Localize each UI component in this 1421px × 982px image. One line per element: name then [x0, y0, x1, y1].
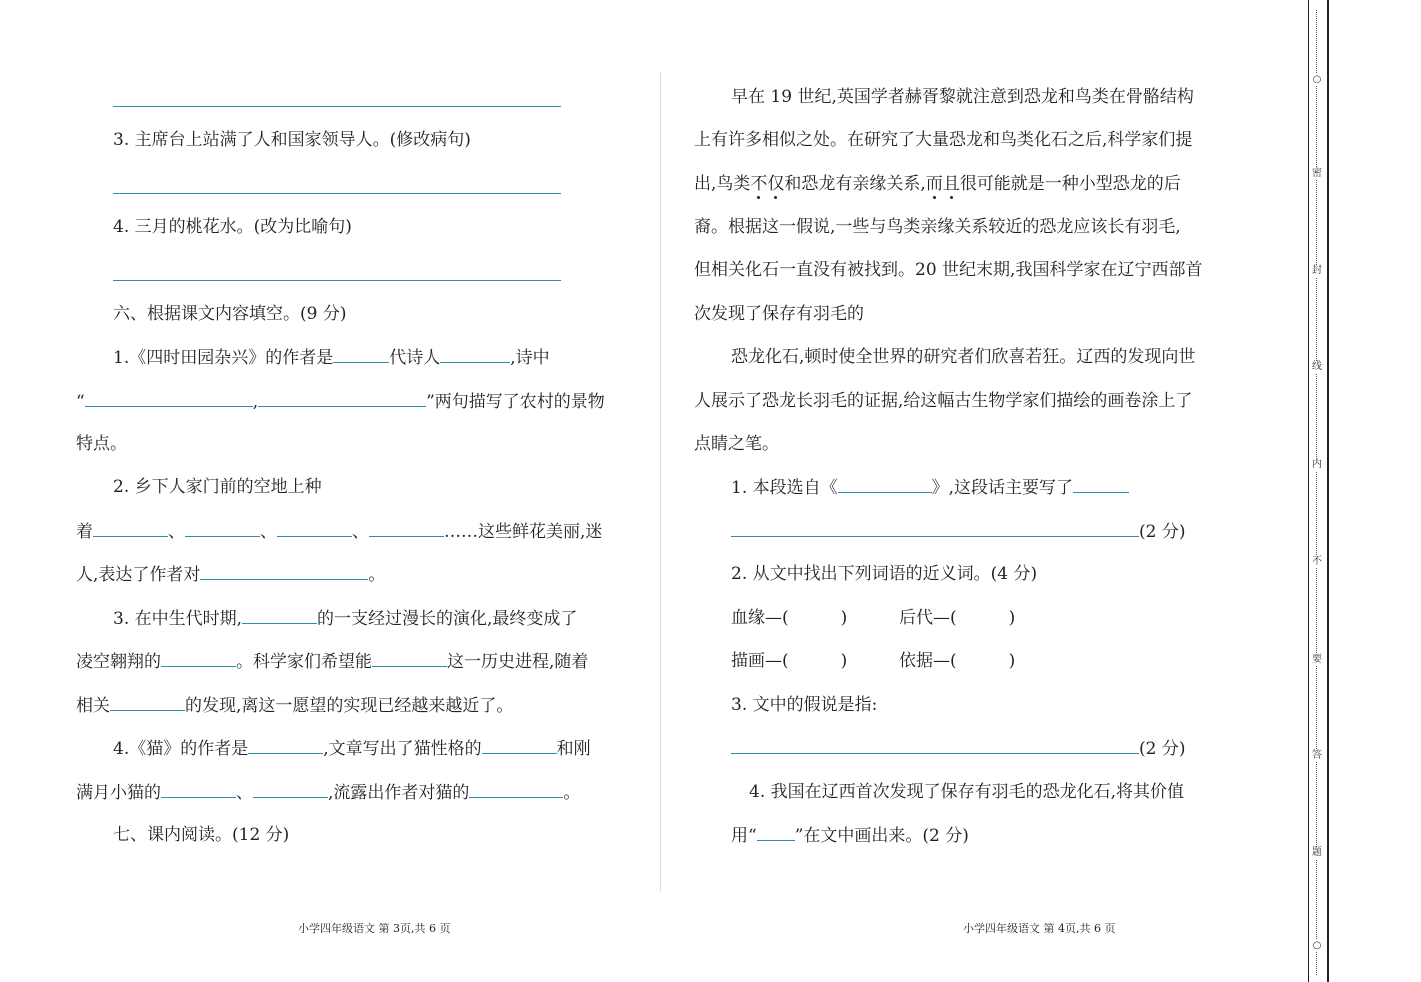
- text: 。科学家们希望能: [236, 652, 372, 672]
- binding-line: [1308, 0, 1309, 982]
- blank: [200, 562, 368, 580]
- text: 用“: [731, 826, 757, 846]
- question-4: 4. 三月的桃花水。(改为比喻句): [113, 217, 352, 237]
- section-7-heading: 七、课内阅读。(12 分): [113, 825, 290, 845]
- text: 的发现,离这一愿望的实现已经越来越近了。: [185, 696, 514, 716]
- answer-line: [113, 280, 561, 281]
- text: 凌空翱翔的: [76, 652, 161, 672]
- fill-4-line-2: [76, 780, 580, 805]
- column-divider: [660, 72, 661, 892]
- text: 4.《猫》的作者是: [113, 739, 249, 759]
- text: “: [76, 392, 85, 412]
- passage-line-3: [694, 172, 1181, 196]
- blank: [161, 780, 236, 798]
- text: ,文章写出了猫性格的: [323, 739, 482, 759]
- passage-line-5: 但相关化石一直没有被找到。20 世纪末期,我国科学家在辽宁西部首: [694, 260, 1203, 280]
- reading-q2: 2. 从文中找出下列词语的近义词。(4 分): [731, 564, 1038, 584]
- text: 相关: [76, 696, 110, 716]
- blank: [85, 389, 253, 407]
- reading-q4-line-1: 4. 我国在辽西首次发现了保存有羽毛的恐龙化石,将其价值: [749, 782, 1185, 802]
- text: ,: [252, 392, 259, 412]
- page-footer-left: 小学四年级语文 第 3页,共 6 页: [298, 922, 451, 935]
- fill-2-line-2: [76, 519, 602, 544]
- blank: [372, 649, 447, 667]
- fill-2-line-1: 2. 乡下人家门前的空地上种: [113, 477, 322, 497]
- text: 很可能就是一种小型恐龙的后: [959, 174, 1181, 194]
- text: 的一支经过漫长的演化,最终变成了: [317, 609, 578, 629]
- synonym-1: [731, 606, 847, 630]
- passage-line-6: 次发现了保存有羽毛的: [694, 304, 864, 324]
- reading-q1-line-1: [731, 475, 1129, 500]
- binding-strip: [1306, 0, 1421, 982]
- passage-line-8: 人展示了恐龙长羽毛的证据,给这幅古生物学家们描绘的画卷涂上了: [694, 391, 1193, 411]
- binding-mark: 要: [1312, 654, 1322, 665]
- fill-1-line-3: 特点。: [76, 434, 127, 454]
- text: 。: [368, 565, 386, 585]
- blank: [469, 780, 563, 798]
- reading-q4-line-2: [731, 823, 969, 848]
- text: 和恐龙有亲缘关系,: [784, 174, 926, 194]
- fill-4-line-1: [113, 736, 591, 761]
- binding-mark: 线: [1312, 361, 1322, 372]
- text: ): [840, 651, 848, 671]
- text: 血缘—(: [731, 608, 789, 628]
- passage-line-7: 恐龙化石,顿时使全世界的研究者们欣喜若狂。辽西的发现向世: [731, 347, 1196, 367]
- text: ”两句描写了农村的景物: [426, 392, 605, 412]
- text: 着: [76, 522, 93, 542]
- text: ,流露出作者对猫的: [328, 783, 470, 803]
- score: (2 分): [1139, 522, 1186, 542]
- text: 、: [236, 783, 253, 803]
- binding-mark: 封: [1312, 265, 1322, 276]
- fill-3-line-1: [113, 606, 577, 631]
- fill-1-line-1: [113, 345, 550, 370]
- binding-mark: 密: [1312, 168, 1322, 179]
- fill-3-line-3: [76, 693, 513, 718]
- text: ): [840, 608, 848, 628]
- blank: [369, 519, 444, 537]
- fill-1-line-2: [76, 389, 605, 414]
- page-footer-right: 小学四年级语文 第 4页,共 6 页: [963, 922, 1116, 935]
- passage-line-4: 裔。根据这一假说,一些与鸟类亲缘关系较近的恐龙应该长有羽毛,: [694, 217, 1181, 237]
- passage-line-9: 点睛之笔。: [694, 434, 779, 454]
- binding-mark: ○: [1312, 940, 1322, 951]
- section-6-heading: 六、根据课文内容填空。(9 分): [113, 304, 347, 324]
- synonym-2: [899, 606, 1015, 630]
- question-3: 3. 主席台上站满了人和国家领导人。(修改病句): [113, 130, 471, 150]
- text: ): [1008, 608, 1016, 628]
- blank: [1073, 475, 1129, 493]
- synonym-4: [899, 649, 1015, 673]
- blank: [838, 475, 932, 493]
- reading-q3-answer: [731, 736, 1185, 761]
- blank: [248, 736, 323, 754]
- blank: [242, 606, 317, 624]
- binding-mark: 答: [1312, 750, 1322, 761]
- blank: [161, 649, 236, 667]
- text: 、: [168, 522, 185, 542]
- blank: [333, 345, 389, 363]
- blank: [110, 693, 185, 711]
- text: 描画—(: [731, 651, 789, 671]
- blank: [757, 823, 795, 841]
- text: 后代—(: [899, 608, 957, 628]
- text: 代诗人: [389, 348, 441, 368]
- text: 和刚: [556, 739, 591, 759]
- reading-q3: 3. 文中的假说是指:: [731, 695, 878, 715]
- text: 依据—(: [899, 651, 957, 671]
- text: 满月小猫的: [76, 783, 161, 803]
- text: ): [1008, 651, 1016, 671]
- text: ”在文中画出来。(2 分): [794, 826, 969, 846]
- binding-mark: ○: [1312, 74, 1322, 85]
- text: 1. 本段选自《: [731, 478, 838, 498]
- binding-mark: 不: [1312, 556, 1322, 567]
- text: 、: [260, 522, 277, 542]
- text: 这一历史进程,随着: [447, 652, 589, 672]
- blank: [440, 345, 510, 363]
- text: ,诗中: [510, 348, 550, 368]
- text: 、: [352, 522, 369, 542]
- blank: [731, 736, 1139, 754]
- text: ……这些鲜花美丽,迷: [444, 522, 603, 542]
- answer-line: [113, 193, 561, 194]
- text: 。: [563, 783, 581, 803]
- fill-2-line-3: [76, 562, 385, 587]
- emphasis-char: 而: [925, 174, 943, 194]
- blank: [482, 736, 557, 754]
- binding-mark: 内: [1312, 459, 1322, 470]
- blank: [277, 519, 352, 537]
- binding-line-thick: [1327, 0, 1329, 982]
- text: 人,表达了作者对: [76, 565, 201, 585]
- passage-line-1: 早在 19 世纪,英国学者赫胥黎就注意到恐龙和鸟类在骨骼结构: [731, 87, 1194, 107]
- emphasis-char: 且: [942, 174, 960, 194]
- binding-dotted-line: [1316, 10, 1317, 975]
- emphasis-char: 仅: [767, 174, 785, 194]
- emphasis-char: 不: [750, 174, 768, 194]
- fill-3-line-2: [76, 649, 588, 674]
- blank: [253, 780, 328, 798]
- reading-q1-line-2: [731, 519, 1185, 544]
- binding-mark: 题: [1312, 847, 1322, 858]
- synonym-3: [731, 649, 847, 673]
- blank: [93, 519, 168, 537]
- text: 1.《四时田园杂兴》的作者是: [113, 348, 334, 368]
- text: 出,鸟类: [694, 174, 751, 194]
- score: (2 分): [1139, 739, 1186, 759]
- blank: [731, 519, 1139, 537]
- blank: [258, 389, 426, 407]
- text: 》,这段话主要写了: [931, 478, 1074, 498]
- blank: [185, 519, 260, 537]
- answer-line: [113, 106, 561, 107]
- text: 3. 在中生代时期,: [113, 609, 243, 629]
- passage-line-2: 上有许多相似之处。在研究了大量恐龙和鸟类化石之后,科学家们提: [694, 130, 1193, 150]
